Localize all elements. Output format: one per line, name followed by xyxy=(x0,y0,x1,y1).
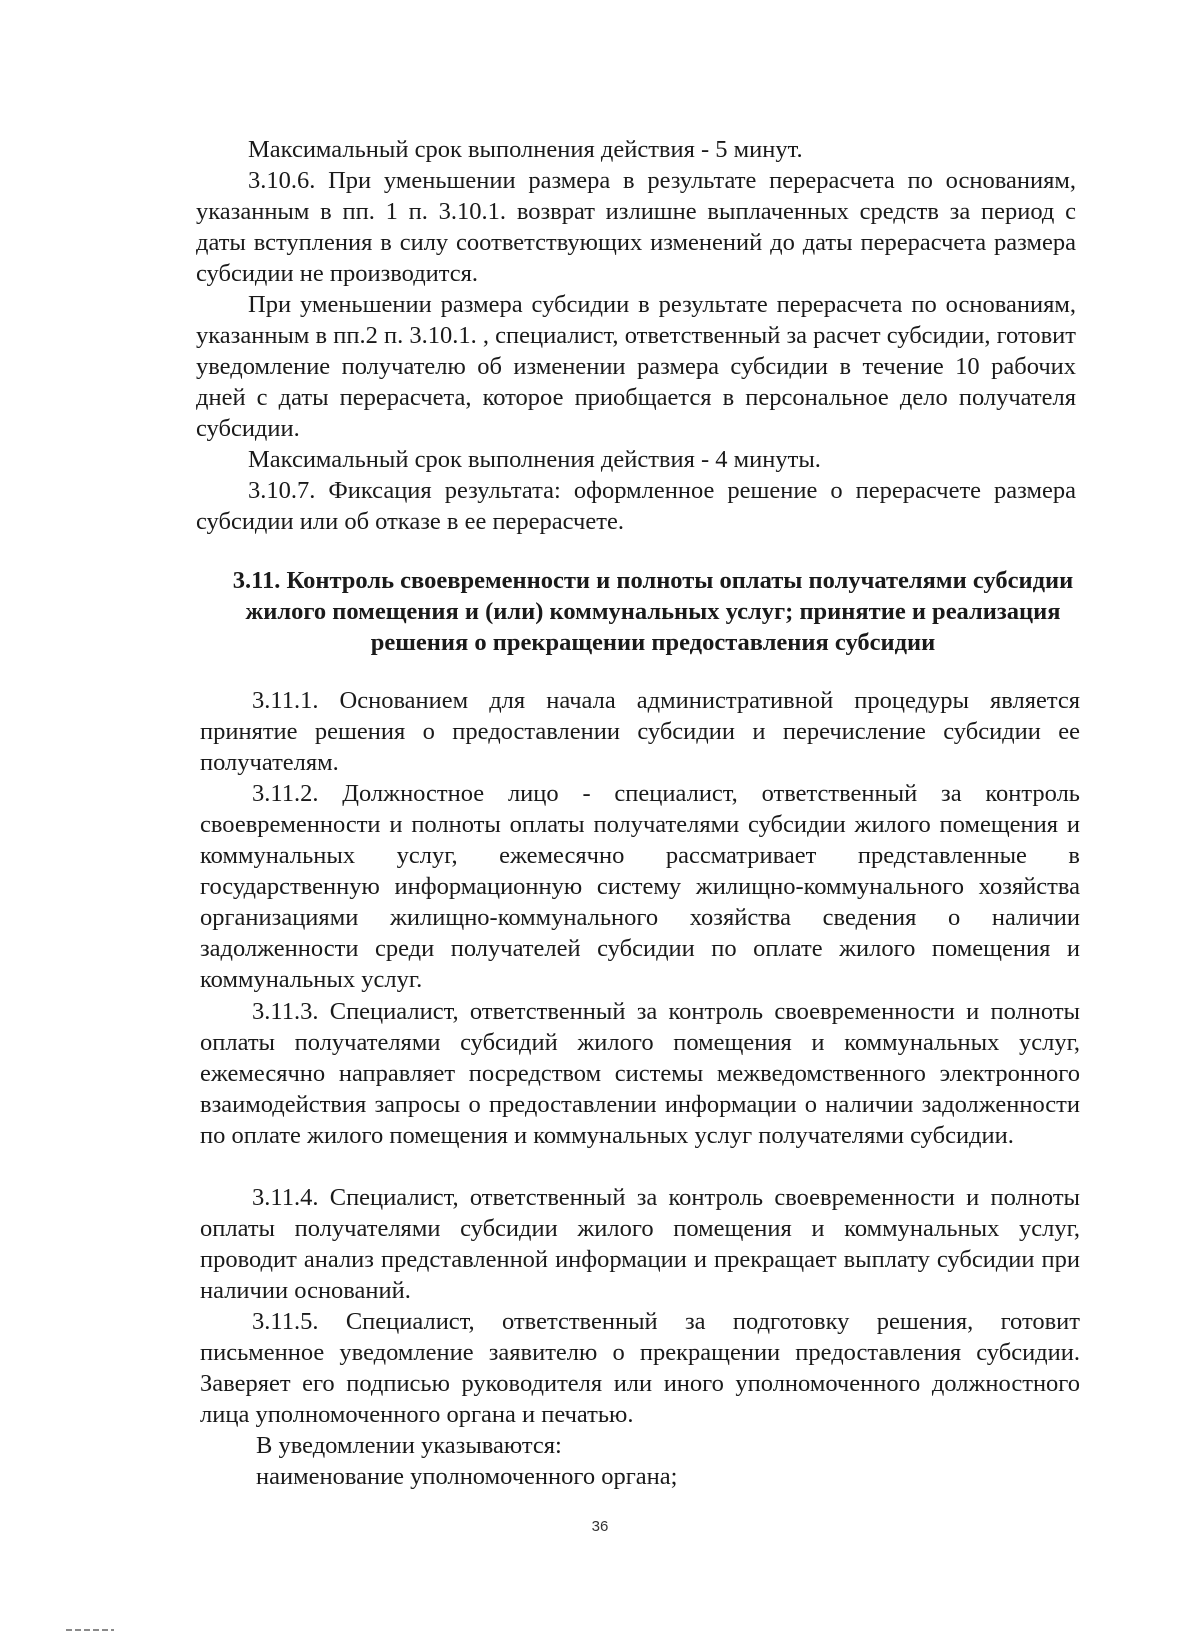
paragraph-3-11-3: 3.11.3. Специалист, ответственный за контроль своевременности и полноты оплаты получателями субсидий жилого помещения и коммунальных услуг, ежемесячно направляет посредством системы межведомственного электронного взаимодействия запросы о предоставлении информации о наличии задолженности по оплате жилого помещения и коммунальных услуг получателями субсидии. xyxy=(200,998,1080,1149)
paragraph-3-11-4: 3.11.4. Специалист, ответственный за контроль своевременности и полноты оплаты получателями субсидии жилого помещения и коммунальных услуг, проводит анализ представленной информации и прекращает выплату субсидии при наличии оснований. xyxy=(200,1184,1080,1304)
paragraph-notice-includes: В уведомлении указываются: xyxy=(256,1432,562,1459)
paragraph-3-10-7: 3.10.7. Фиксация результата: оформленное решение о перерасчете размера субсидии или об отказе в ее перерасчете. xyxy=(196,477,1076,535)
paragraph-3-10-6: 3.10.6. При уменьшении размера в результате перерасчета по основаниям, указанным в пп. 1 п. 3.10.1. возврат излишне выплаченных средств за период с даты вступления в силу соответствующих изменений до даты перерасчета размера субсидии не производится. xyxy=(196,167,1076,287)
paragraph-max-time-4: Максимальный срок выполнения действия - 4 минуты. xyxy=(248,446,821,473)
paragraph-reduction-notice: При уменьшении размера субсидии в результате перерасчета по основаниям, указанным в пп.2 п. 3.10.1. , специалист, ответственный за расчет субсидии, готовит уведомление получателю об изменении размера субсидии в течение 10 рабочих дней с даты перерасчета, которое приобщается в персональное дело получателя субсидии. xyxy=(196,291,1076,442)
paragraph-authority-name: наименование уполномоченного органа; xyxy=(256,1463,678,1490)
paragraph-3-11-5: 3.11.5. Специалист, ответственный за подготовку решения, готовит письменное уведомление заявителю о прекращении предоставления субсидии. Заверяет его подписью руководителя или иного уполномоченного должностного лица уполномоченного органа и печатью. xyxy=(200,1308,1080,1428)
paragraph-max-time-5: Максимальный срок выполнения действия - 5 минут. xyxy=(248,136,803,163)
paragraph-3-11-2: 3.11.2. Должностное лицо - специалист, ответственный за контроль своевременности и полноты оплаты получателями субсидии жилого помещения и коммунальных услуг, ежемесячно рассматривает представленные в государственную информационную систему жилищно-коммунального хозяйства организациями жилищно-коммунального хозяйства сведения о наличии задолженности среди получателей субсидии по оплате жилого помещения и коммунальных услуг. xyxy=(200,780,1080,993)
scan-artifact-mark xyxy=(66,1629,114,1631)
page-number: 36 xyxy=(591,1518,609,1535)
section-heading-3-11: 3.11. Контроль своевременности и полноты оплаты получателями субсидии жилого помещения и (или) коммунальных услуг; принятие и реализация решения о прекращении предоставления субсидии xyxy=(232,567,1074,656)
paragraph-3-11-1: 3.11.1. Основанием для начала административной процедуры является принятие решения о предоставлении субсидии и перечисление субсидии ее получателям. xyxy=(200,687,1080,776)
